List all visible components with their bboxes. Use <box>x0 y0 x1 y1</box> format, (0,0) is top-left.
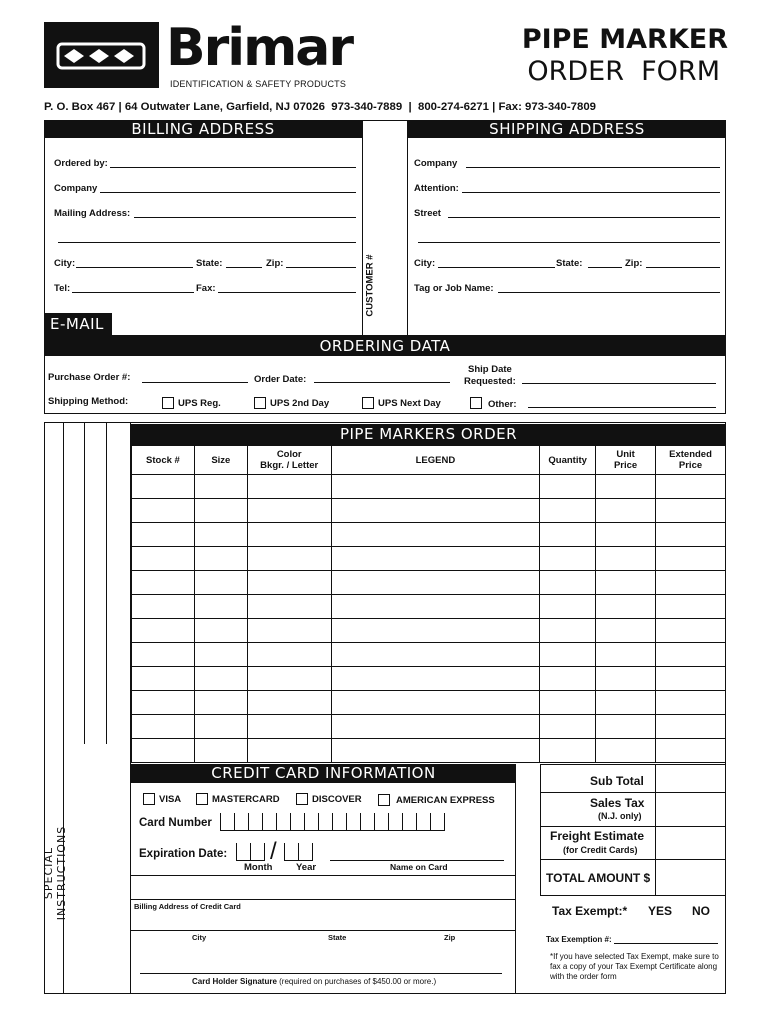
shipping-city-label: City: <box>414 258 436 269</box>
table-row <box>132 523 726 547</box>
column-header: Unit Price <box>596 446 656 475</box>
customer-number-label: CUSTOMER # <box>364 254 376 317</box>
table-cell[interactable] <box>540 547 596 571</box>
table-cell[interactable] <box>596 595 656 619</box>
table-cell[interactable] <box>132 571 195 595</box>
table-cell[interactable] <box>596 475 656 499</box>
table-cell[interactable] <box>656 691 726 715</box>
year-label: Year <box>296 862 317 873</box>
table-cell[interactable] <box>656 595 726 619</box>
table-cell[interactable] <box>132 475 195 499</box>
sub-total-label: Sub Total <box>590 774 644 788</box>
table-row <box>132 475 726 499</box>
shipping-zip-field[interactable] <box>646 267 720 268</box>
ups-reg-label: UPS Reg. <box>178 398 221 409</box>
table-cell[interactable] <box>596 739 656 763</box>
visa-label: VISA <box>159 794 182 805</box>
ship-date-field[interactable] <box>522 383 716 384</box>
table-cell[interactable] <box>247 523 331 547</box>
ship-date-label-2: Requested: <box>464 376 516 387</box>
tax-exemption-number-label: Tax Exemption #: <box>546 935 612 944</box>
card-digit-slot[interactable] <box>276 813 290 831</box>
table-cell[interactable] <box>132 523 195 547</box>
card-digit-slot[interactable] <box>318 813 332 831</box>
column-header: Stock # <box>132 446 195 475</box>
table-cell[interactable] <box>132 667 195 691</box>
table-cell[interactable] <box>540 667 596 691</box>
table-cell[interactable] <box>194 739 247 763</box>
table-cell[interactable] <box>331 667 540 691</box>
table-row <box>132 643 726 667</box>
freight-estimate-label: Freight Estimate <box>550 829 645 843</box>
column-header: Extended Price <box>656 446 726 475</box>
card-city-state-zip-field[interactable] <box>131 930 516 931</box>
table-cell[interactable] <box>540 571 596 595</box>
table-cell[interactable] <box>331 499 540 523</box>
street-field[interactable] <box>448 217 720 218</box>
card-digit-slot[interactable] <box>234 813 248 831</box>
table-cell[interactable] <box>331 643 540 667</box>
fax-label: Fax: <box>196 283 216 294</box>
table-cell[interactable] <box>132 547 195 571</box>
sub-total-field[interactable] <box>656 765 725 791</box>
table-cell[interactable] <box>540 499 596 523</box>
discover-label: DISCOVER <box>312 794 362 805</box>
table-cell[interactable] <box>596 715 656 739</box>
card-digit-slot[interactable] <box>290 813 304 831</box>
tag-job-label: Tag or Job Name: <box>414 283 494 294</box>
card-holder-signature-field[interactable] <box>140 973 502 974</box>
brimar-emblem-icon <box>44 22 159 88</box>
table-cell[interactable] <box>331 739 540 763</box>
table-cell[interactable] <box>247 691 331 715</box>
table-cell[interactable] <box>247 643 331 667</box>
billing-city-field[interactable] <box>76 267 193 268</box>
table-cell[interactable] <box>132 715 195 739</box>
street-field-2[interactable] <box>418 242 720 243</box>
card-digit-slot[interactable] <box>402 813 416 831</box>
card-digit-slot[interactable] <box>346 813 360 831</box>
table-cell[interactable] <box>132 643 195 667</box>
table-row <box>132 499 726 523</box>
brand-name: Brimar <box>166 18 353 78</box>
shipping-state-label: State: <box>556 258 583 269</box>
tax-exempt-note: *If you have selected Tax Exempt, make sure to fax a copy of your Tax Exempt Certificate along with the order form <box>550 952 719 981</box>
mastercard-label: MASTERCARD <box>212 794 280 805</box>
table-cell[interactable] <box>656 739 726 763</box>
shipping-company-field[interactable] <box>466 167 720 168</box>
table-row <box>132 547 726 571</box>
table-cell[interactable] <box>247 619 331 643</box>
card-digit-slot[interactable] <box>374 813 388 831</box>
table-cell[interactable] <box>194 523 247 547</box>
card-state-label: State <box>328 933 347 942</box>
table-cell[interactable] <box>247 739 331 763</box>
table-cell[interactable] <box>247 571 331 595</box>
other-checkbox[interactable] <box>470 397 482 409</box>
table-cell[interactable] <box>540 619 596 643</box>
table-cell[interactable] <box>540 715 596 739</box>
billing-address-card-label: Billing Address of Credit Card <box>134 902 241 911</box>
discover-checkbox[interactable] <box>296 793 308 805</box>
other-field[interactable] <box>528 407 716 408</box>
sales-tax-field[interactable] <box>656 793 725 825</box>
table-cell[interactable] <box>247 499 331 523</box>
table-row <box>132 571 726 595</box>
shipping-city-field[interactable] <box>438 267 555 268</box>
card-digit-slot[interactable] <box>262 813 276 831</box>
table-cell[interactable] <box>540 523 596 547</box>
table-cell[interactable] <box>132 595 195 619</box>
signature-label: Card Holder Signature <box>192 977 277 986</box>
card-number-field[interactable] <box>220 813 445 833</box>
shipping-zip-label: Zip: <box>625 258 643 269</box>
visa-checkbox[interactable] <box>143 793 155 805</box>
table-cell[interactable] <box>194 715 247 739</box>
billing-zip-label: Zip: <box>266 258 284 269</box>
shipping-method-label: Shipping Method: <box>48 396 129 407</box>
attention-label: Attention: <box>414 183 459 194</box>
expiration-slash: / <box>270 838 277 865</box>
table-cell[interactable] <box>247 595 331 619</box>
table-cell[interactable] <box>194 571 247 595</box>
other-label: Other: <box>488 399 517 410</box>
tax-exempt-label: Tax Exempt:* <box>552 904 628 918</box>
table-cell[interactable] <box>540 739 596 763</box>
billing-city-label: City: <box>54 258 76 269</box>
mailing-address-field-2[interactable] <box>58 242 356 243</box>
table-cell[interactable] <box>194 499 247 523</box>
table-cell[interactable] <box>540 595 596 619</box>
billing-zip-field[interactable] <box>286 267 356 268</box>
special-instructions-col-c[interactable] <box>85 422 107 744</box>
order-date-field[interactable] <box>314 382 450 383</box>
table-cell[interactable] <box>194 475 247 499</box>
special-instructions-label: SPECIAL INSTRUCTIONS <box>42 825 68 921</box>
table-cell[interactable] <box>596 571 656 595</box>
credit-card-header: CREDIT CARD INFORMATION <box>131 764 516 783</box>
sales-tax-note: (N.J. only) <box>598 811 642 821</box>
mastercard-checkbox[interactable] <box>196 793 208 805</box>
brimar-logo <box>44 22 159 88</box>
tax-exemption-number-field[interactable] <box>614 943 718 944</box>
tel-label: Tel: <box>54 283 71 294</box>
shipping-company-label: Company <box>414 158 458 169</box>
table-cell[interactable] <box>656 715 726 739</box>
table-cell[interactable] <box>656 667 726 691</box>
ups-2nd-day-label: UPS 2nd Day <box>270 398 330 409</box>
freight-estimate-field[interactable] <box>656 827 725 858</box>
email-label: E-MAIL <box>44 313 112 335</box>
table-cell[interactable] <box>247 547 331 571</box>
month-label: Month <box>244 862 273 873</box>
form-title-line1: PIPE MARKER <box>521 24 728 55</box>
billing-state-label: State: <box>196 258 223 269</box>
table-cell[interactable] <box>331 523 540 547</box>
table-cell[interactable] <box>132 691 195 715</box>
order-date-label: Order Date: <box>254 374 307 385</box>
card-digit-slot[interactable] <box>304 813 318 831</box>
table-cell[interactable] <box>331 715 540 739</box>
card-holder-signature-label <box>192 977 436 986</box>
total-amount-field[interactable] <box>656 860 725 895</box>
table-cell[interactable] <box>656 475 726 499</box>
table-cell[interactable] <box>194 619 247 643</box>
pipe-markers-table <box>131 445 726 763</box>
card-digit-slot[interactable] <box>248 813 262 831</box>
card-digit-slot[interactable] <box>444 813 445 831</box>
billing-address-card-line[interactable] <box>131 875 516 876</box>
table-cell[interactable] <box>194 595 247 619</box>
column-header: Color Bkgr. / Letter <box>247 446 331 475</box>
attention-field[interactable] <box>462 192 720 193</box>
table-cell[interactable] <box>247 475 331 499</box>
fax-field[interactable] <box>218 292 356 293</box>
table-row <box>132 715 726 739</box>
table-cell[interactable] <box>656 571 726 595</box>
special-instructions-col-d[interactable] <box>107 422 131 994</box>
table-cell[interactable] <box>331 475 540 499</box>
table-cell[interactable] <box>596 499 656 523</box>
table-cell[interactable] <box>596 691 656 715</box>
card-digit-slot[interactable] <box>332 813 346 831</box>
pipe-markers-header: PIPE MARKERS ORDER <box>131 424 726 445</box>
table-cell[interactable] <box>596 523 656 547</box>
billing-state-field[interactable] <box>226 267 262 268</box>
name-on-card-label: Name on Card <box>390 862 448 872</box>
purchase-order-label: Purchase Order #: <box>48 372 131 383</box>
sales-tax-label: Sales Tax <box>590 796 645 810</box>
table-row <box>132 691 726 715</box>
ups-2nd-day-checkbox[interactable] <box>254 397 266 409</box>
card-digit-slot[interactable] <box>430 813 444 831</box>
ups-reg-checkbox[interactable] <box>162 397 174 409</box>
ship-date-label-1: Ship Date <box>468 364 512 375</box>
table-cell[interactable] <box>540 643 596 667</box>
table-cell[interactable] <box>194 667 247 691</box>
column-header: Size <box>194 446 247 475</box>
table-cell[interactable] <box>194 691 247 715</box>
card-digit-slot[interactable] <box>416 813 430 831</box>
tag-job-field[interactable] <box>498 292 720 293</box>
name-on-card-field[interactable] <box>330 860 504 861</box>
mailing-address-field[interactable] <box>134 217 356 218</box>
ups-next-day-checkbox[interactable] <box>362 397 374 409</box>
table-cell[interactable] <box>331 691 540 715</box>
ordering-data-header: ORDERING DATA <box>44 336 726 356</box>
table-cell[interactable] <box>247 715 331 739</box>
form-title-line2: ORDER FORM <box>527 56 720 87</box>
contact-line: P. O. Box 467 | 64 Outwater Lane, Garfield, NJ 07026 973-340-7889 | 800-274-6271 | Fax: 973-340-7809 <box>44 101 596 113</box>
table-cell[interactable] <box>331 619 540 643</box>
expiration-date-label: Expiration Date: <box>139 848 228 860</box>
purchase-order-field[interactable] <box>142 382 248 383</box>
table-cell[interactable] <box>656 499 726 523</box>
table-cell[interactable] <box>331 595 540 619</box>
table-cell[interactable] <box>656 619 726 643</box>
shipping-address-header: SHIPPING ADDRESS <box>408 120 726 138</box>
column-header: Quantity <box>540 446 596 475</box>
total-amount-label: TOTAL AMOUNT $ <box>546 871 651 885</box>
column-header: LEGEND <box>331 446 540 475</box>
table-cell[interactable] <box>194 547 247 571</box>
table-cell[interactable] <box>656 643 726 667</box>
shipping-state-field[interactable] <box>588 267 622 268</box>
ordered-by-field[interactable] <box>110 167 356 168</box>
tax-exempt-yes[interactable]: YES <box>648 904 673 918</box>
freight-estimate-note: (for Credit Cards) <box>563 845 638 855</box>
table-cell[interactable] <box>194 643 247 667</box>
table-cell[interactable] <box>331 571 540 595</box>
card-city-label: City <box>192 933 207 942</box>
table-cell[interactable] <box>331 547 540 571</box>
table-cell[interactable] <box>132 739 195 763</box>
table-cell[interactable] <box>540 691 596 715</box>
brand-tagline: IDENTIFICATION & SAFETY PRODUCTS <box>170 79 347 89</box>
card-zip-label: Zip <box>444 933 456 942</box>
amex-checkbox[interactable] <box>378 794 390 806</box>
table-row <box>132 595 726 619</box>
table-cell[interactable] <box>596 643 656 667</box>
card-digit-slot[interactable] <box>360 813 374 831</box>
table-row <box>132 619 726 643</box>
card-digit-slot[interactable] <box>388 813 402 831</box>
mailing-address-label: Mailing Address: <box>54 208 131 219</box>
signature-note: (required on purchases of $450.00 or more.) <box>276 977 437 986</box>
table-cell[interactable] <box>596 667 656 691</box>
table-cell[interactable] <box>132 619 195 643</box>
table-cell[interactable] <box>656 523 726 547</box>
table-cell[interactable] <box>596 619 656 643</box>
billing-company-field[interactable] <box>100 192 356 193</box>
table-cell[interactable] <box>247 667 331 691</box>
tel-field[interactable] <box>72 292 194 293</box>
street-label: Street <box>414 208 441 219</box>
ordered-by-label: Ordered by: <box>54 158 108 169</box>
table-cell[interactable] <box>596 547 656 571</box>
card-number-label: Card Number <box>139 817 212 829</box>
tax-exempt-no[interactable]: NO <box>692 904 710 918</box>
table-cell[interactable] <box>540 475 596 499</box>
billing-address-header: BILLING ADDRESS <box>44 120 362 138</box>
table-cell[interactable] <box>656 547 726 571</box>
special-instructions-col-b[interactable] <box>64 422 85 744</box>
table-row <box>132 667 726 691</box>
table-cell[interactable] <box>132 499 195 523</box>
ups-next-day-label: UPS Next Day <box>378 398 441 409</box>
billing-address-card-field[interactable] <box>131 899 516 900</box>
billing-company-label: Company <box>54 183 98 194</box>
table-row <box>132 739 726 763</box>
card-digit-slot[interactable] <box>220 813 234 831</box>
amex-label: AMERICAN EXPRESS <box>396 795 495 806</box>
